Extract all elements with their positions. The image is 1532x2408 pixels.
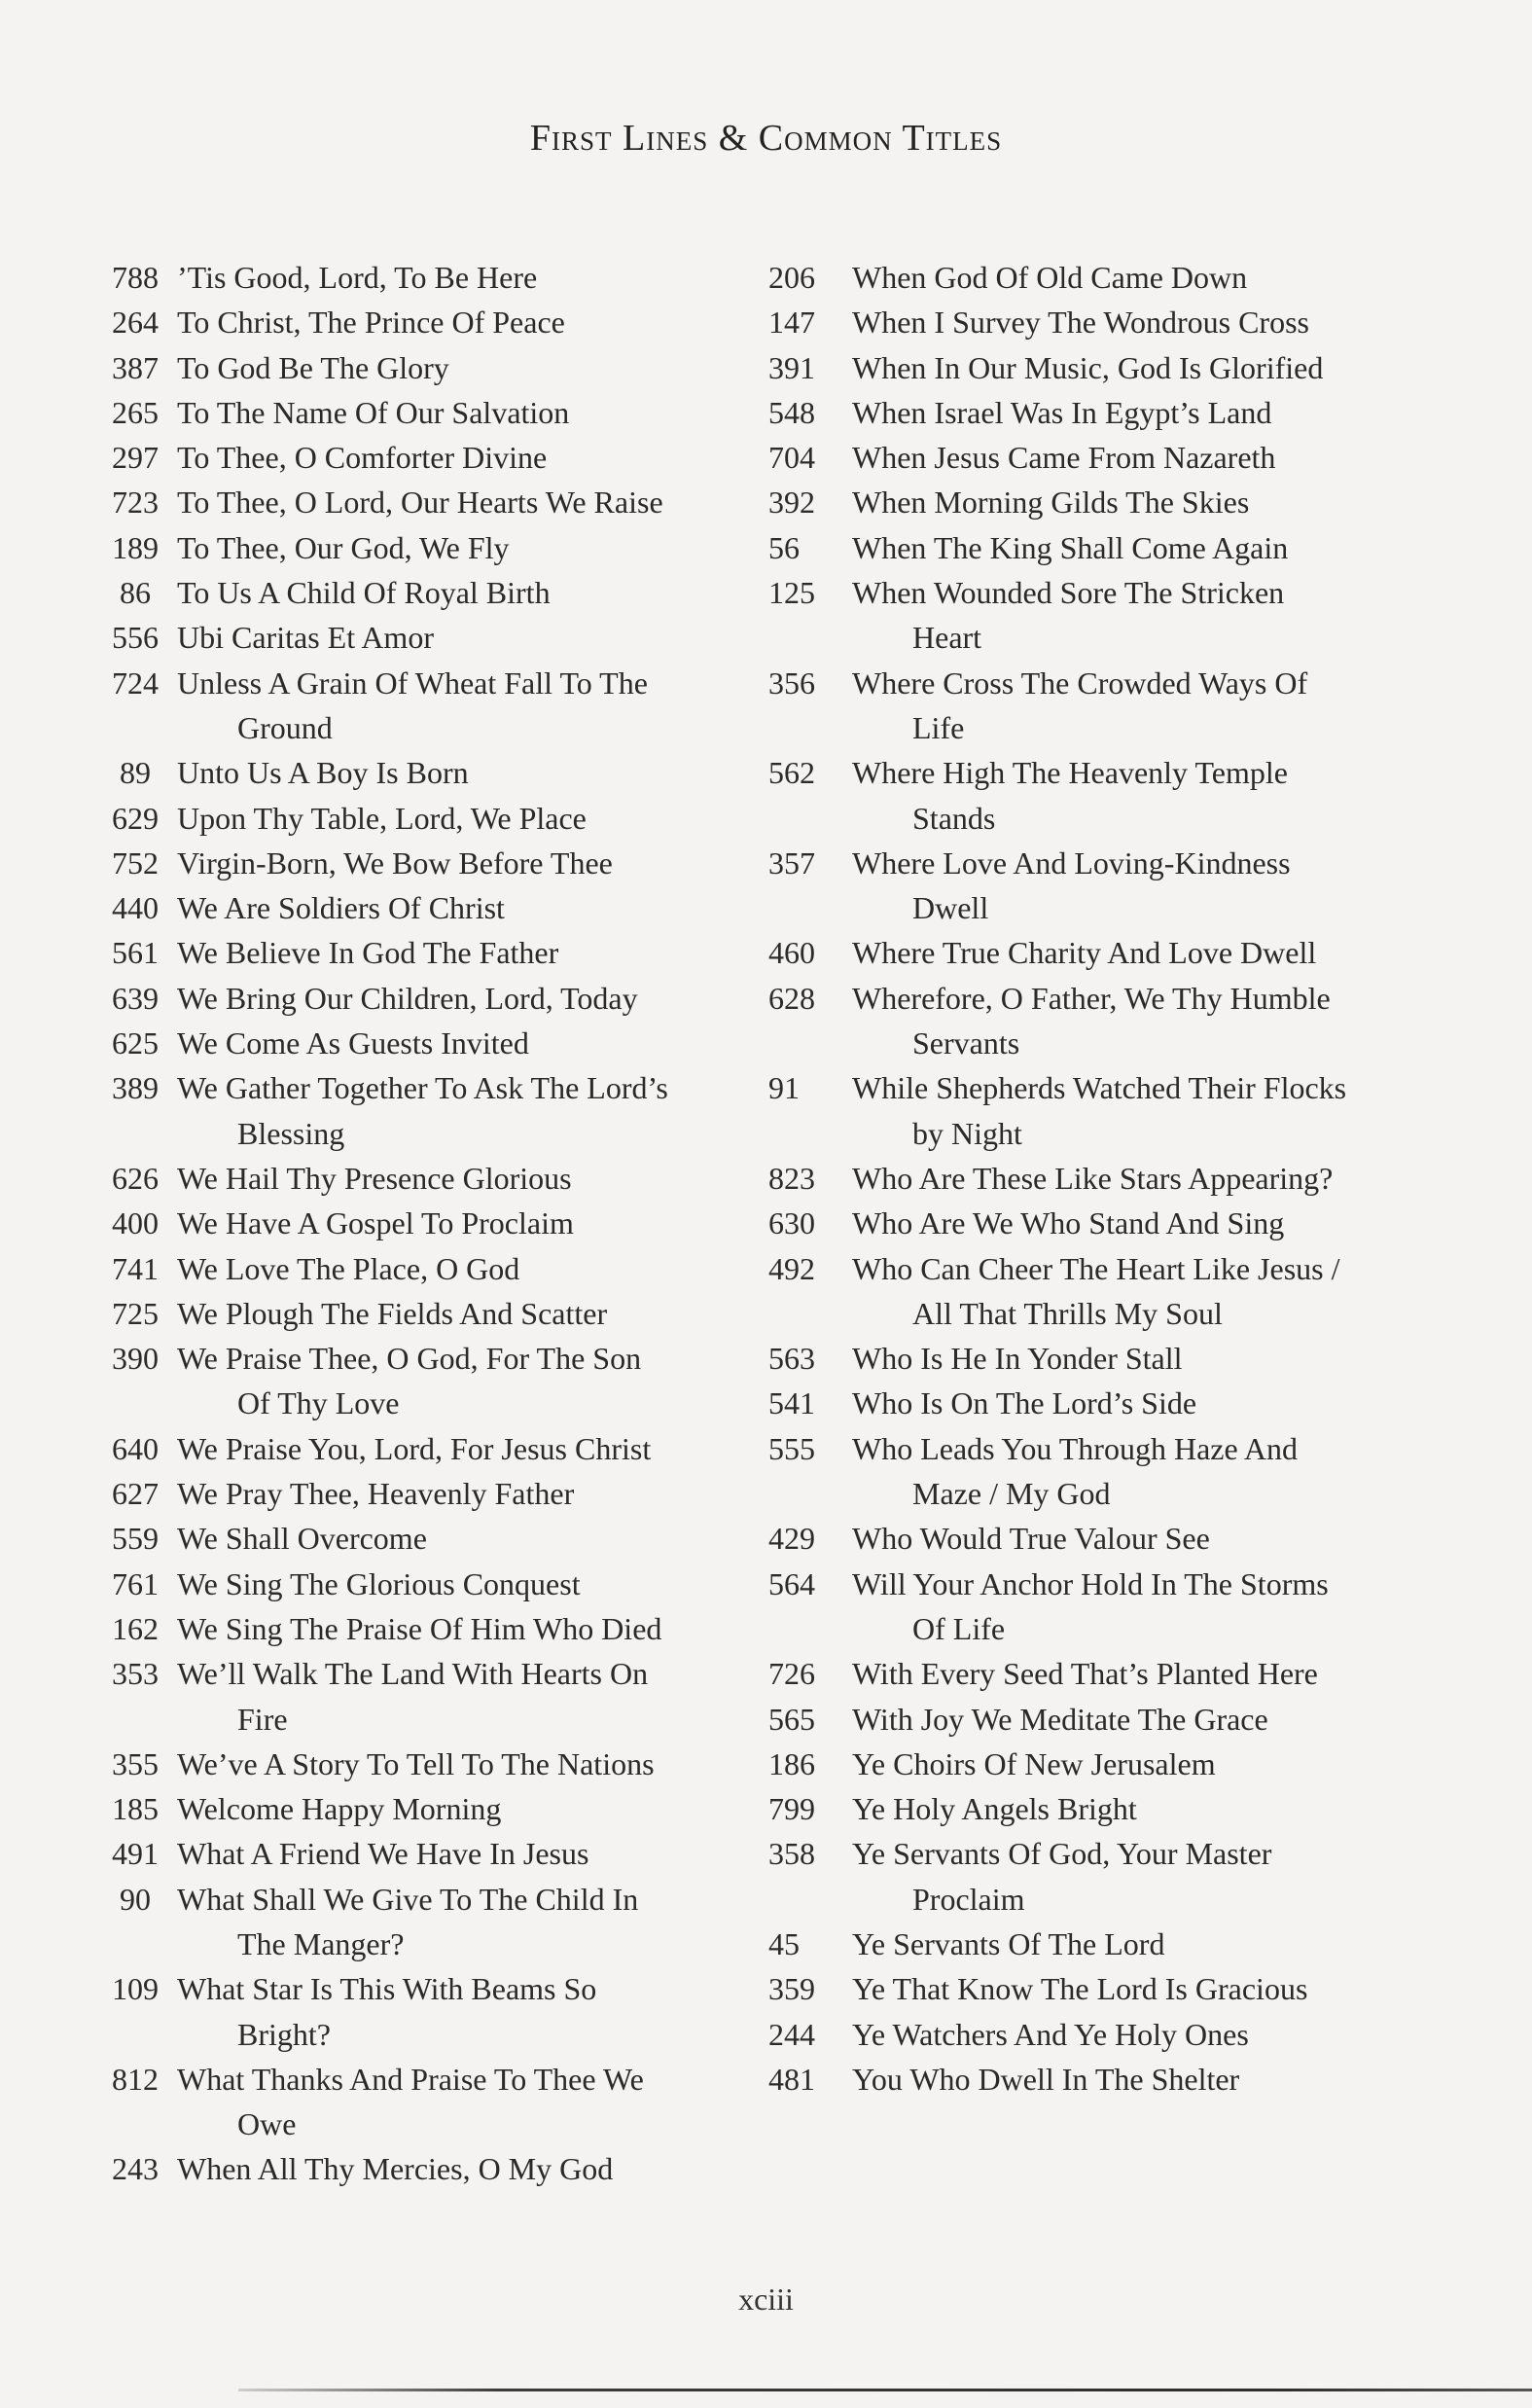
hymn-first-line: [177, 1651, 755, 1742]
index-entry: [768, 1516, 1440, 1561]
index-entry: [768, 345, 1440, 390]
hymn-first-line: [852, 570, 1440, 661]
index-entry: [93, 435, 755, 480]
hymn-title-line: Who Is On The Lord’s Side: [852, 1385, 1197, 1421]
hymn-first-line: [852, 255, 1440, 300]
hymn-first-line: [852, 1651, 1440, 1696]
hymn-first-line: [177, 930, 755, 975]
hymn-title-continuation: Of Life: [912, 1610, 1006, 1646]
hymn-number: 541: [768, 1385, 815, 1421]
index-entry: [93, 1021, 755, 1065]
hymn-number: 555: [768, 1430, 815, 1466]
hymn-title-line: Ubi Caritas Et Amor: [177, 620, 434, 656]
hymn-first-line: [852, 1742, 1440, 1786]
hymn-first-line: [177, 345, 755, 390]
hymn-number: 565: [768, 1701, 815, 1737]
hymn-number: 625: [112, 1025, 159, 1061]
hymn-first-line: [852, 661, 1440, 751]
hymn-title-line: When I Survey The Wondrous Cross: [852, 305, 1309, 341]
hymn-first-line: [177, 885, 755, 930]
hymn-number: 725: [112, 1295, 159, 1331]
hymn-number: 761: [112, 1565, 159, 1601]
hymn-first-line: [177, 976, 755, 1021]
hymn-title-line: When All Thy Mercies, O My God: [177, 2151, 614, 2187]
hymn-first-line: [852, 1381, 1440, 1425]
hymn-first-line: [177, 1426, 755, 1471]
hymn-first-line: [177, 615, 755, 660]
hymn-first-line: [177, 435, 755, 480]
hymn-first-line: [852, 930, 1440, 975]
index-entry: [93, 480, 755, 524]
hymn-number: 640: [112, 1430, 159, 1466]
hymn-title-line: We Sing The Glorious Conquest: [177, 1565, 581, 1601]
hymn-number: 387: [112, 349, 159, 385]
index-entry: [768, 2057, 1440, 2102]
hymn-number: 704: [768, 440, 815, 476]
hymn-number: 440: [112, 890, 159, 926]
hymn-title-line: We Love The Place, O God: [177, 1250, 520, 1286]
hymn-first-line: [177, 1966, 755, 2057]
hymn-number: 89: [120, 755, 151, 791]
index-entry: [93, 1291, 755, 1336]
hymn-title-line: Who Would True Valour See: [852, 1521, 1210, 1557]
hymn-title-line: Upon Thy Table, Lord, We Place: [177, 800, 587, 836]
index-entry: [93, 796, 755, 841]
hymn-number: 359: [768, 1971, 815, 2007]
hymn-first-line: [177, 1831, 755, 1876]
hymn-first-line: [177, 570, 755, 615]
hymn-title-continuation: Bright?: [237, 2016, 331, 2052]
index-entry: [93, 1426, 755, 1471]
index-entry: [768, 1246, 1440, 1337]
hymn-first-line: [852, 2012, 1440, 2057]
hymn-number: 752: [112, 845, 159, 881]
hymn-number: 358: [768, 1836, 815, 1872]
hymn-title-line: To Thee, Our God, We Fly: [177, 529, 510, 565]
hymn-title-line: You Who Dwell In The Shelter: [852, 2061, 1240, 2097]
hymn-title-line: We Bring Our Children, Lord, Today: [177, 980, 638, 1016]
hymn-number: 45: [768, 1925, 800, 1961]
hymn-title-line: We Sing The Praise Of Him Who Died: [177, 1610, 662, 1646]
hymn-title-continuation: Dwell: [912, 890, 989, 926]
index-entry: [93, 1831, 755, 1876]
index-entry: [768, 480, 1440, 524]
hymn-number: 297: [112, 440, 159, 476]
hymn-first-line: [177, 750, 755, 795]
index-entry: [768, 1742, 1440, 1786]
hymn-title-line: Where Love And Loving-Kindness: [852, 845, 1291, 881]
hymn-title-line: Ye Choirs Of New Jerusalem: [852, 1745, 1216, 1781]
hymn-first-line: [852, 1516, 1440, 1561]
hymn-number: 189: [112, 529, 159, 565]
hymn-number: 400: [112, 1205, 159, 1241]
index-entry: [93, 841, 755, 885]
hymn-first-line: [852, 390, 1440, 435]
hymn-title-continuation: Fire: [237, 1701, 288, 1737]
hymn-title-line: Will Your Anchor Hold In The Storms: [852, 1565, 1329, 1601]
hymn-title-line: We Praise You, Lord, For Jesus Christ: [177, 1430, 652, 1466]
hymn-number: 244: [768, 2016, 815, 2052]
page-title: First Lines & Common Titles: [529, 118, 1003, 159]
bottom-rule: [238, 2389, 1532, 2391]
hymn-title-line: Ye Servants Of God, Your Master: [852, 1836, 1272, 1872]
hymn-number: 265: [112, 394, 159, 430]
hymn-title-line: Ye That Know The Lord Is Gracious: [852, 1971, 1308, 2007]
index-entry: [768, 1697, 1440, 1742]
hymn-first-line: [177, 1156, 755, 1201]
hymn-number: 460: [768, 935, 815, 971]
index-entry: [93, 1562, 755, 1606]
index-entry: [93, 2146, 755, 2191]
hymn-title-line: What A Friend We Have In Jesus: [177, 1836, 589, 1872]
hymn-title-line: We Are Soldiers Of Christ: [177, 890, 505, 926]
hymn-first-line: [177, 390, 755, 435]
index-entry: [93, 1742, 755, 1786]
hymn-title-line: What Thanks And Praise To Thee We: [177, 2061, 644, 2097]
hymn-number: 353: [112, 1656, 159, 1692]
hymn-number: 90: [120, 1881, 151, 1917]
hymn-title-line: To The Name Of Our Salvation: [177, 394, 570, 430]
hymn-title-continuation: Of Thy Love: [237, 1385, 400, 1421]
index-entry: [768, 1651, 1440, 1696]
index-entry: [93, 255, 755, 300]
index-entry: [768, 930, 1440, 975]
hymn-number: 86: [120, 575, 151, 611]
hymn-title-line: We Believe In God The Father: [177, 935, 559, 971]
hymn-number: 243: [112, 2151, 159, 2187]
hymn-first-line: [177, 796, 755, 841]
hymn-number: 429: [768, 1521, 815, 1557]
hymn-title-line: Wherefore, O Father, We Thy Humble: [852, 980, 1331, 1016]
hymn-first-line: [852, 1562, 1440, 1652]
hymn-number: 390: [112, 1341, 159, 1377]
hymn-first-line: [852, 1831, 1440, 1922]
hymn-first-line: [852, 841, 1440, 931]
hymn-first-line: [852, 480, 1440, 524]
hymn-number: 812: [112, 2061, 159, 2097]
index-entry: [768, 570, 1440, 661]
hymn-number: 723: [112, 485, 159, 521]
index-entry: [93, 976, 755, 1021]
hymn-title-line: We’ll Walk The Land With Hearts On: [177, 1656, 649, 1692]
index-entry: [768, 435, 1440, 480]
hymn-title-line: ’Tis Good, Lord, To Be Here: [177, 260, 538, 295]
hymn-title-line: With Joy We Meditate The Grace: [852, 1701, 1268, 1737]
hymn-title-continuation: Proclaim: [912, 1881, 1025, 1917]
hymn-first-line: [177, 661, 755, 751]
index-entry: [768, 1562, 1440, 1652]
index-entry: [768, 1426, 1440, 1517]
hymn-number: 481: [768, 2061, 815, 2097]
hymn-first-line: [177, 841, 755, 885]
hymn-first-line: [852, 1697, 1440, 1742]
hymn-title-line: Unto Us A Boy Is Born: [177, 755, 469, 791]
hymn-number: 799: [768, 1791, 815, 1827]
hymn-title-line: To God Be The Glory: [177, 349, 449, 385]
hymn-first-line: [177, 1246, 755, 1291]
hymn-first-line: [852, 1201, 1440, 1245]
index-entry: [93, 615, 755, 660]
hymn-number: 109: [112, 1971, 159, 2007]
hymn-number: 186: [768, 1745, 815, 1781]
hymn-first-line: [177, 1562, 755, 1606]
hymn-first-line: [177, 1471, 755, 1516]
hymn-title-continuation: Maze / My God: [912, 1476, 1111, 1512]
index-entry: [768, 1336, 1440, 1381]
hymn-title-continuation: Heart: [912, 620, 982, 656]
hymn-number: 492: [768, 1250, 815, 1286]
hymn-title-line: Who Are We Who Stand And Sing: [852, 1205, 1285, 1241]
hymn-first-line: [852, 1246, 1440, 1337]
hymn-title-continuation: The Manger?: [237, 1925, 405, 1961]
hymn-first-line: [177, 525, 755, 570]
hymn-number: 823: [768, 1160, 815, 1196]
index-entry: [93, 885, 755, 930]
hymn-title-continuation: Ground: [237, 709, 333, 745]
hymn-first-line: [177, 2146, 755, 2191]
hymn-number: 724: [112, 665, 159, 701]
hymn-first-line: [177, 1336, 755, 1426]
hymn-number: 162: [112, 1610, 159, 1646]
hymn-first-line: [177, 1201, 755, 1245]
hymn-title-line: To Us A Child Of Royal Birth: [177, 575, 551, 611]
hymn-first-line: [177, 300, 755, 344]
index-entry: [93, 1065, 755, 1156]
index-entry: [768, 300, 1440, 344]
hymn-title-line: Where Cross The Crowded Ways Of: [852, 665, 1308, 701]
hymn-number: 556: [112, 620, 159, 656]
index-entry: [93, 525, 755, 570]
hymn-title-line: With Every Seed That’s Planted Here: [852, 1656, 1318, 1692]
hymn-number: 356: [768, 665, 815, 701]
hymn-number: 391: [768, 349, 815, 385]
hymn-title-line: When Morning Gilds The Skies: [852, 485, 1250, 521]
hymn-title-line: When Israel Was In Egypt’s Land: [852, 394, 1272, 430]
hymn-first-line: [177, 255, 755, 300]
hymn-title-continuation: Stands: [912, 800, 996, 836]
page-number: xciii: [738, 2282, 794, 2317]
index-entry: [93, 570, 755, 615]
index-entry: [768, 2012, 1440, 2057]
index-entry: [93, 1606, 755, 1651]
index-entry: [768, 255, 1440, 300]
index-entry: [93, 1201, 755, 1245]
hymn-title-line: We Have A Gospel To Proclaim: [177, 1205, 574, 1241]
hymn-number: 392: [768, 485, 815, 521]
hymn-number: 206: [768, 260, 815, 295]
hymn-first-line: [852, 976, 1440, 1066]
hymn-number: 788: [112, 260, 159, 295]
hymn-title-line: Virgin-Born, We Bow Before Thee: [177, 845, 613, 881]
hymn-title-line: Ye Holy Angels Bright: [852, 1791, 1137, 1827]
index-entry: [93, 1156, 755, 1201]
hymn-number: 726: [768, 1656, 815, 1692]
hymn-first-line: [177, 1606, 755, 1651]
index-entry: [93, 1966, 755, 2057]
hymn-title-line: We Come As Guests Invited: [177, 1025, 529, 1061]
hymn-title-line: What Star Is This With Beams So: [177, 1971, 597, 2007]
index-entry: [93, 390, 755, 435]
hymn-title-continuation: Servants: [912, 1025, 1020, 1061]
index-entry: [93, 1471, 755, 1516]
hymn-title-line: To Christ, The Prince Of Peace: [177, 305, 565, 341]
hymn-first-line: [852, 1426, 1440, 1517]
hymn-title-line: When God Of Old Came Down: [852, 260, 1248, 295]
hymn-title-line: Who Leads You Through Haze And: [852, 1430, 1299, 1466]
index-entry: [93, 750, 755, 795]
hymn-number: 630: [768, 1205, 815, 1241]
index-entry: [93, 930, 755, 975]
index-entry: [93, 1877, 755, 1967]
hymn-number: 357: [768, 845, 815, 881]
index-entry: [768, 1966, 1440, 2011]
hymn-number: 564: [768, 1565, 815, 1601]
hymn-number: 56: [768, 529, 800, 565]
hymn-first-line: [852, 1336, 1440, 1381]
index-entry: [93, 1651, 755, 1742]
hymn-title-continuation: All That Thrills My Soul: [912, 1295, 1223, 1331]
index-entry: [768, 1922, 1440, 1966]
hymn-title-line: When Wounded Sore The Stricken: [852, 575, 1285, 611]
hymn-number: 629: [112, 800, 159, 836]
index-entry: [93, 1336, 755, 1426]
hymn-first-line: [852, 435, 1440, 480]
hymn-first-line: [852, 2057, 1440, 2102]
hymn-title-line: We Plough The Fields And Scatter: [177, 1295, 608, 1331]
hymn-first-line: [177, 1291, 755, 1336]
hymn-title-continuation: by Night: [912, 1115, 1022, 1151]
hymn-first-line: [177, 1877, 755, 1967]
hymn-first-line: [852, 1156, 1440, 1201]
hymn-title-line: We Pray Thee, Heavenly Father: [177, 1476, 575, 1512]
hymn-title-line: Who Are These Like Stars Appearing?: [852, 1160, 1334, 1196]
index-entry: [768, 841, 1440, 931]
hymn-number: 125: [768, 575, 815, 611]
hymn-title-line: We Hail Thy Presence Glorious: [177, 1160, 572, 1196]
hymn-number: 548: [768, 394, 815, 430]
hymn-number: 91: [768, 1070, 800, 1106]
hymn-number: 491: [112, 1836, 159, 1872]
hymn-title-line: We Praise Thee, O God, For The Son: [177, 1341, 642, 1377]
index-entry: [768, 661, 1440, 751]
hymn-title-line: While Shepherds Watched Their Flocks: [852, 1070, 1347, 1106]
hymn-number: 628: [768, 980, 815, 1016]
hymn-title-continuation: Life: [912, 709, 965, 745]
index-entry: [768, 1156, 1440, 1201]
hymn-number: 559: [112, 1521, 159, 1557]
hymn-first-line: [177, 1021, 755, 1065]
hymn-first-line: [852, 1922, 1440, 1966]
hymn-first-line: [852, 1786, 1440, 1831]
hymn-number: 562: [768, 755, 815, 791]
index-column-left: [93, 255, 755, 2192]
hymn-number: 185: [112, 1791, 159, 1827]
hymn-number: 264: [112, 305, 159, 341]
hymn-first-line: [177, 1786, 755, 1831]
hymn-title-line: Ye Servants Of The Lord: [852, 1925, 1165, 1961]
index-entry: [93, 1516, 755, 1561]
hymn-title-line: Where High The Heavenly Temple: [852, 755, 1288, 791]
hymn-number: 741: [112, 1250, 159, 1286]
hymn-title-line: Who Can Cheer The Heart Like Jesus /: [852, 1250, 1340, 1286]
hymn-title-line: When In Our Music, God Is Glorified: [852, 349, 1324, 385]
hymn-first-line: [852, 1065, 1440, 1156]
hymn-number: 639: [112, 980, 159, 1016]
hymn-first-line: [177, 2057, 755, 2147]
hymn-number: 627: [112, 1476, 159, 1512]
index-entry: [93, 661, 755, 751]
hymn-title-line: To Thee, O Lord, Our Hearts We Raise: [177, 485, 663, 521]
hymn-first-line: [177, 1065, 755, 1156]
hymn-title-line: To Thee, O Comforter Divine: [177, 440, 548, 476]
index-entry: [93, 300, 755, 344]
index-entry: [768, 525, 1440, 570]
hymn-number: 389: [112, 1070, 159, 1106]
hymn-title-line: Who Is He In Yonder Stall: [852, 1341, 1183, 1377]
index-entry: [768, 1786, 1440, 1831]
index-entry: [768, 976, 1440, 1066]
index-entry: [93, 1786, 755, 1831]
hymn-number: 563: [768, 1341, 815, 1377]
hymn-title-continuation: Owe: [237, 2106, 297, 2142]
hymn-first-line: [852, 300, 1440, 344]
hymn-number: 626: [112, 1160, 159, 1196]
hymn-title-continuation: Blessing: [237, 1115, 345, 1151]
hymn-number: 355: [112, 1745, 159, 1781]
index-entry: [768, 1201, 1440, 1245]
index-entry: [93, 1246, 755, 1291]
hymn-first-line: [852, 1966, 1440, 2011]
hymn-title-line: What Shall We Give To The Child In: [177, 1881, 639, 1917]
hymn-title-line: Unless A Grain Of Wheat Fall To The: [177, 665, 648, 701]
hymn-title-line: Welcome Happy Morning: [177, 1791, 502, 1827]
index-entry: [768, 390, 1440, 435]
index-entry: [768, 1381, 1440, 1425]
hymn-title-line: We Gather Together To Ask The Lord’s: [177, 1070, 668, 1106]
index-column-right: [768, 255, 1440, 2102]
hymn-title-line: Where True Charity And Love Dwell: [852, 935, 1317, 971]
hymn-title-line: Ye Watchers And Ye Holy Ones: [852, 2016, 1249, 2052]
hymn-title-line: When The King Shall Come Again: [852, 529, 1289, 565]
hymn-number: 147: [768, 305, 815, 341]
index-entry: [768, 750, 1440, 841]
hymn-first-line: [177, 1516, 755, 1561]
hymn-title-line: We Shall Overcome: [177, 1521, 427, 1557]
hymn-first-line: [177, 480, 755, 524]
hymn-first-line: [852, 525, 1440, 570]
hymn-title-line: We’ve A Story To Tell To The Nations: [177, 1745, 655, 1781]
index-entry: [93, 2057, 755, 2147]
hymn-first-line: [852, 345, 1440, 390]
index-entry: [768, 1831, 1440, 1922]
hymn-title-line: When Jesus Came From Nazareth: [852, 440, 1276, 476]
hymn-first-line: [177, 1742, 755, 1786]
index-entry: [93, 345, 755, 390]
index-entry: [768, 1065, 1440, 1156]
hymn-first-line: [852, 750, 1440, 841]
hymn-number: 561: [112, 935, 159, 971]
